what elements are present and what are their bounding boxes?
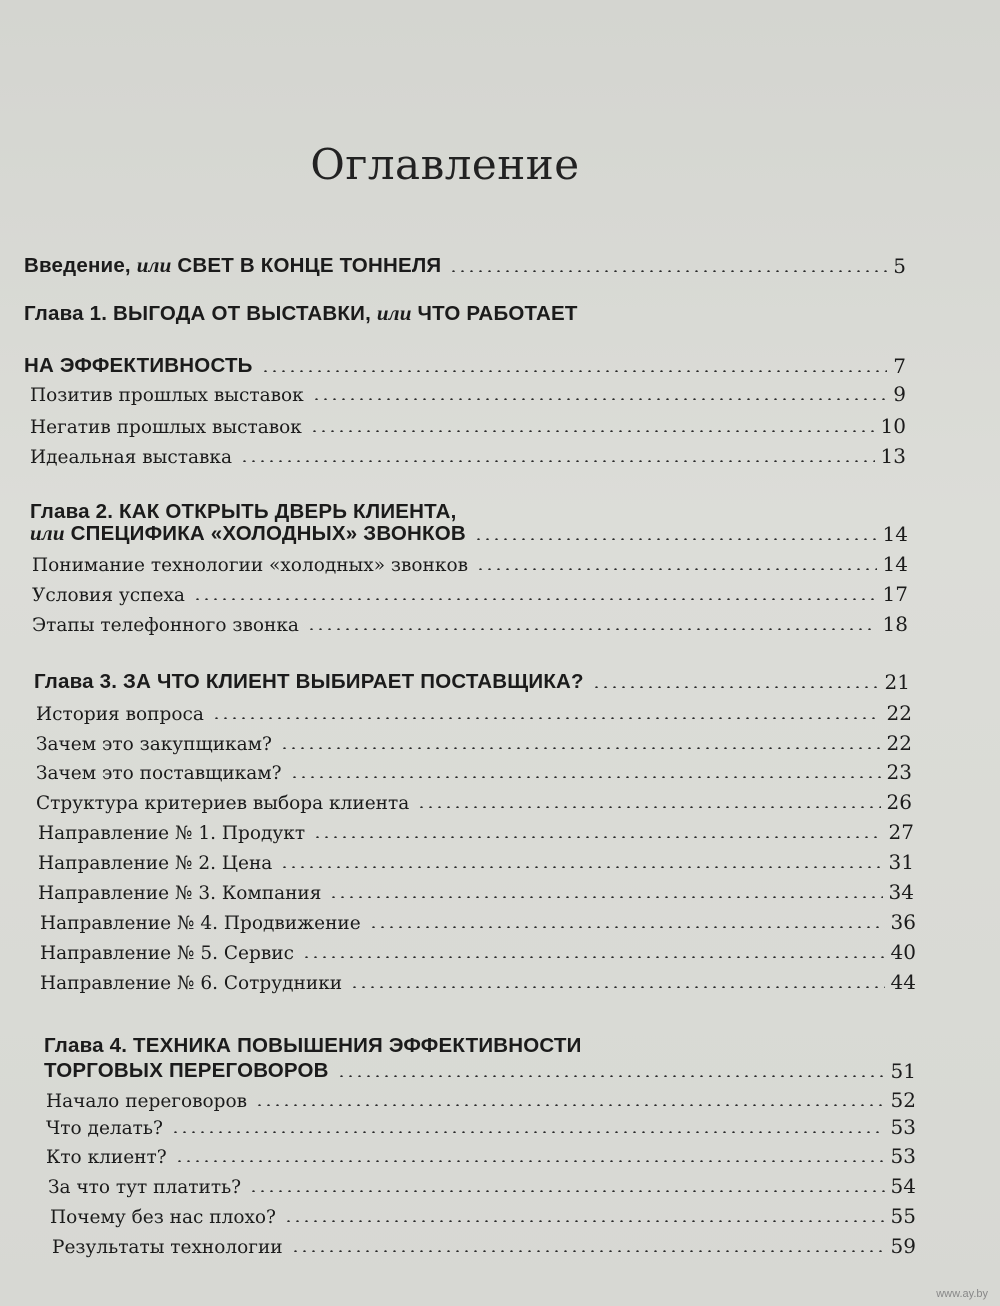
toc-page-number: 53 xyxy=(890,1115,916,1139)
toc-entry-chapter4[interactable] xyxy=(44,1055,916,1083)
toc-entry[interactable] xyxy=(32,608,908,636)
toc-entry[interactable] xyxy=(50,1200,916,1228)
toc-page-number: 54 xyxy=(890,1174,916,1198)
toc-entry[interactable] xyxy=(32,548,908,576)
dot-leader xyxy=(474,538,877,540)
toc-entry-chapter3[interactable] xyxy=(34,666,910,694)
dot-leader xyxy=(307,628,877,630)
toc-label: ТОРГОВЫХ ПЕРЕГОВОРОВ xyxy=(44,1059,329,1082)
dot-leader xyxy=(290,776,881,778)
dot-leader xyxy=(302,956,885,958)
toc-label: Негатив прошлых выставок xyxy=(30,417,302,438)
dot-leader xyxy=(329,896,882,898)
toc-entry[interactable] xyxy=(38,816,914,844)
toc-page-number: 53 xyxy=(890,1144,916,1168)
toc-page-number: 10 xyxy=(880,414,906,438)
toc-entry[interactable] xyxy=(36,727,912,755)
toc-label: Что делать? xyxy=(46,1118,163,1139)
toc-label: НА ЭФФЕКТИВНОСТЬ xyxy=(24,354,253,377)
dot-leader xyxy=(449,270,887,272)
toc-entry[interactable] xyxy=(30,440,906,468)
toc-label: Направление № 5. Сервис xyxy=(40,943,294,964)
dot-leader xyxy=(313,836,882,838)
dot-leader xyxy=(280,866,882,868)
toc-entry-chapter1[interactable] xyxy=(24,350,906,378)
toc-label: Условия успеха xyxy=(32,585,185,606)
toc-page-number: 36 xyxy=(890,910,916,934)
dot-leader xyxy=(255,1104,885,1106)
toc-label: Результаты технологии xyxy=(52,1237,283,1258)
dot-leader xyxy=(350,986,884,988)
dot-leader xyxy=(249,1190,884,1192)
toc-label: История вопроса xyxy=(36,704,204,725)
dot-leader xyxy=(291,1250,885,1252)
toc-entry[interactable] xyxy=(46,1084,916,1112)
toc-page-number: 22 xyxy=(886,731,912,755)
toc-page-number: 23 xyxy=(886,760,912,784)
dot-leader xyxy=(312,398,888,400)
toc-chapter4-title-line1[interactable]: Глава 4. ТЕХНИКА ПОВЫШЕНИЯ ЭФФЕКТИВНОСТИ xyxy=(44,1034,582,1057)
toc-page-number: 7 xyxy=(893,354,906,378)
dot-leader xyxy=(212,717,881,719)
toc-page-number: 22 xyxy=(886,701,912,725)
toc-label: Направление № 3. Компания xyxy=(38,883,322,904)
toc-label: Направление № 6. Сотрудники xyxy=(40,973,343,994)
toc-chapter1-title-line1[interactable]: Глава 1. ВЫГОДА ОТ ВЫСТАВКИ, или ЧТО РАБОТАЕТ xyxy=(24,301,578,325)
toc-entry[interactable] xyxy=(40,966,916,994)
toc-page-number: 17 xyxy=(882,582,908,606)
toc-entry[interactable] xyxy=(46,1140,916,1168)
toc-page-number: 18 xyxy=(882,612,908,636)
toc-label: Введение, или СВЕТ В КОНЦЕ ТОННЕЛЯ xyxy=(24,253,442,277)
toc-label: Направление № 1. Продукт xyxy=(38,823,306,844)
toc-entry[interactable] xyxy=(38,846,914,874)
toc-entry[interactable] xyxy=(40,936,916,964)
toc-label: Кто клиент? xyxy=(46,1147,167,1168)
toc-label: Идеальная выставка xyxy=(30,447,233,468)
toc-entry[interactable] xyxy=(30,378,906,406)
toc-page-number: 27 xyxy=(888,820,914,844)
toc-label: Начало переговоров xyxy=(46,1091,248,1112)
toc-entry[interactable] xyxy=(30,410,906,438)
dot-leader xyxy=(193,598,877,600)
dot-leader xyxy=(261,370,888,372)
toc-page-number: 44 xyxy=(890,970,916,994)
toc-entry[interactable] xyxy=(36,756,912,784)
toc-label: Почему без нас плохо? xyxy=(50,1207,276,1228)
watermark: www.ay.by xyxy=(936,1288,988,1300)
toc-page-number: 55 xyxy=(890,1204,916,1228)
toc-page-number: 40 xyxy=(890,940,916,964)
dot-leader xyxy=(171,1131,885,1133)
toc-page-number: 9 xyxy=(893,382,906,406)
dot-leader xyxy=(175,1160,885,1162)
toc-page-number: 26 xyxy=(886,790,912,814)
toc-label: Позитив прошлых выставок xyxy=(30,385,304,406)
toc-entry[interactable] xyxy=(36,697,912,725)
toc-label: Направление № 2. Цена xyxy=(38,853,273,874)
dot-leader xyxy=(284,1220,885,1222)
toc-label: Структура критериев выбора клиента xyxy=(36,793,410,814)
toc-label: или СПЕЦИФИКА «ХОЛОДНЫХ» ЗВОНКОВ xyxy=(30,521,466,545)
dot-leader xyxy=(240,460,875,462)
toc-page-number: 21 xyxy=(884,670,910,694)
toc-label: За что тут платить? xyxy=(48,1177,242,1198)
toc-page-number: 13 xyxy=(880,444,906,468)
toc-label: Понимание технологии «холодных» звонков xyxy=(32,555,468,576)
toc-page-number: 34 xyxy=(888,880,914,904)
toc-entry[interactable] xyxy=(48,1170,916,1198)
toc-label: Зачем это закупщикам? xyxy=(36,734,272,755)
toc-label: Этапы телефонного звонка xyxy=(32,615,299,636)
dot-leader xyxy=(369,926,885,928)
toc-page-number: 59 xyxy=(890,1234,916,1258)
toc-page-number: 52 xyxy=(890,1088,916,1112)
toc-entry[interactable] xyxy=(52,1230,916,1258)
dot-leader xyxy=(592,686,879,688)
toc-entry-intro[interactable] xyxy=(24,250,906,278)
page-title: Оглавление xyxy=(310,140,580,190)
toc-entry[interactable] xyxy=(38,876,914,904)
toc-page-number: 31 xyxy=(888,850,914,874)
toc-entry[interactable] xyxy=(32,578,908,606)
dot-leader xyxy=(417,806,880,808)
toc-page-number: 14 xyxy=(882,552,908,576)
toc-page-number: 5 xyxy=(893,254,906,278)
toc-entry[interactable] xyxy=(40,906,916,934)
toc-label: Глава 3. ЗА ЧТО КЛИЕНТ ВЫБИРАЕТ ПОСТАВЩИКА? xyxy=(34,670,584,693)
dot-leader xyxy=(280,747,881,749)
toc-label: Зачем это поставщикам? xyxy=(36,763,282,784)
toc-entry[interactable] xyxy=(46,1111,916,1139)
toc-page-number: 51 xyxy=(890,1059,916,1083)
toc-entry-chapter2[interactable] xyxy=(30,518,908,546)
toc-entry[interactable] xyxy=(36,786,912,814)
dot-leader xyxy=(337,1075,885,1077)
toc-label: Направление № 4. Продвижение xyxy=(40,913,361,934)
dot-leader xyxy=(310,430,875,432)
dot-leader xyxy=(476,568,877,570)
toc-chapter2-title-line1[interactable]: Глава 2. КАК ОТКРЫТЬ ДВЕРЬ КЛИЕНТА, xyxy=(30,500,457,523)
toc-page-number: 14 xyxy=(882,522,908,546)
